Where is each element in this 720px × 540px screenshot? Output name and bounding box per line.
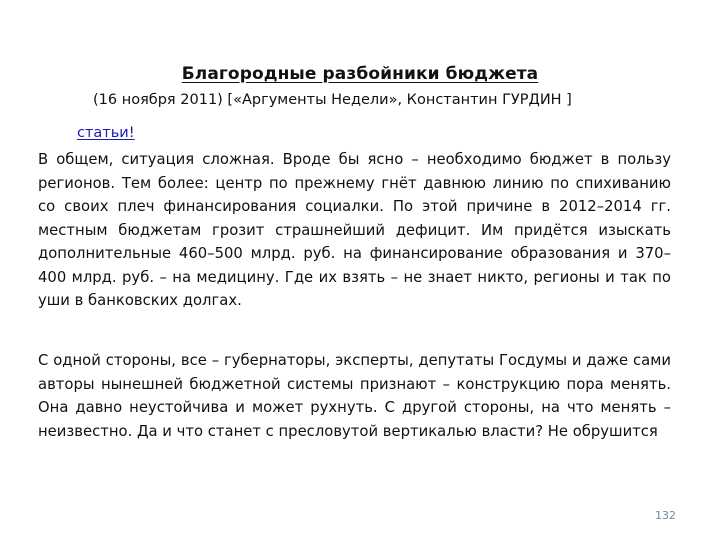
link-container — [77, 125, 135, 141]
paragraph-1: В общем, ситуация сложная. Вроде бы ясно – необходимо бюджет в пользу регионов. Тем более: центр по прежнему гнёт давнюю линию по спихиванию со своих плеч финансирования социалки. По этой причине в 2012–2014 гг. местным бюджетам грозит страшнейший дефицит. Им придётся изыскать дополнительные 460–500 млрд. руб. на финансирование образования и 370–400 млрд. руб. – на медицину. Где их взять – не знает никто, регионы и так по уши в банковских долгах. — [38, 151, 671, 309]
article-link[interactable]: статьи! — [77, 125, 135, 141]
page-number: 132 — [655, 509, 676, 522]
paragraph-2: С одной стороны, все – губернаторы, эксперты, депутаты Госдумы и даже сами авторы нынешней бюджетной системы признают – конструкцию пора менять. Она давно неустойчива и может рухнуть. С другой стороны, на что менять – неизвестно. Да и что станет с пресловутой вертикалью власти? Не обрушится — [38, 352, 671, 440]
slide-title: Благородные разбойники бюджета — [181, 64, 539, 84]
article-source: (16 ноября 2011) [«Аргументы Недели», Константин ГУРДИН ] — [93, 92, 572, 108]
